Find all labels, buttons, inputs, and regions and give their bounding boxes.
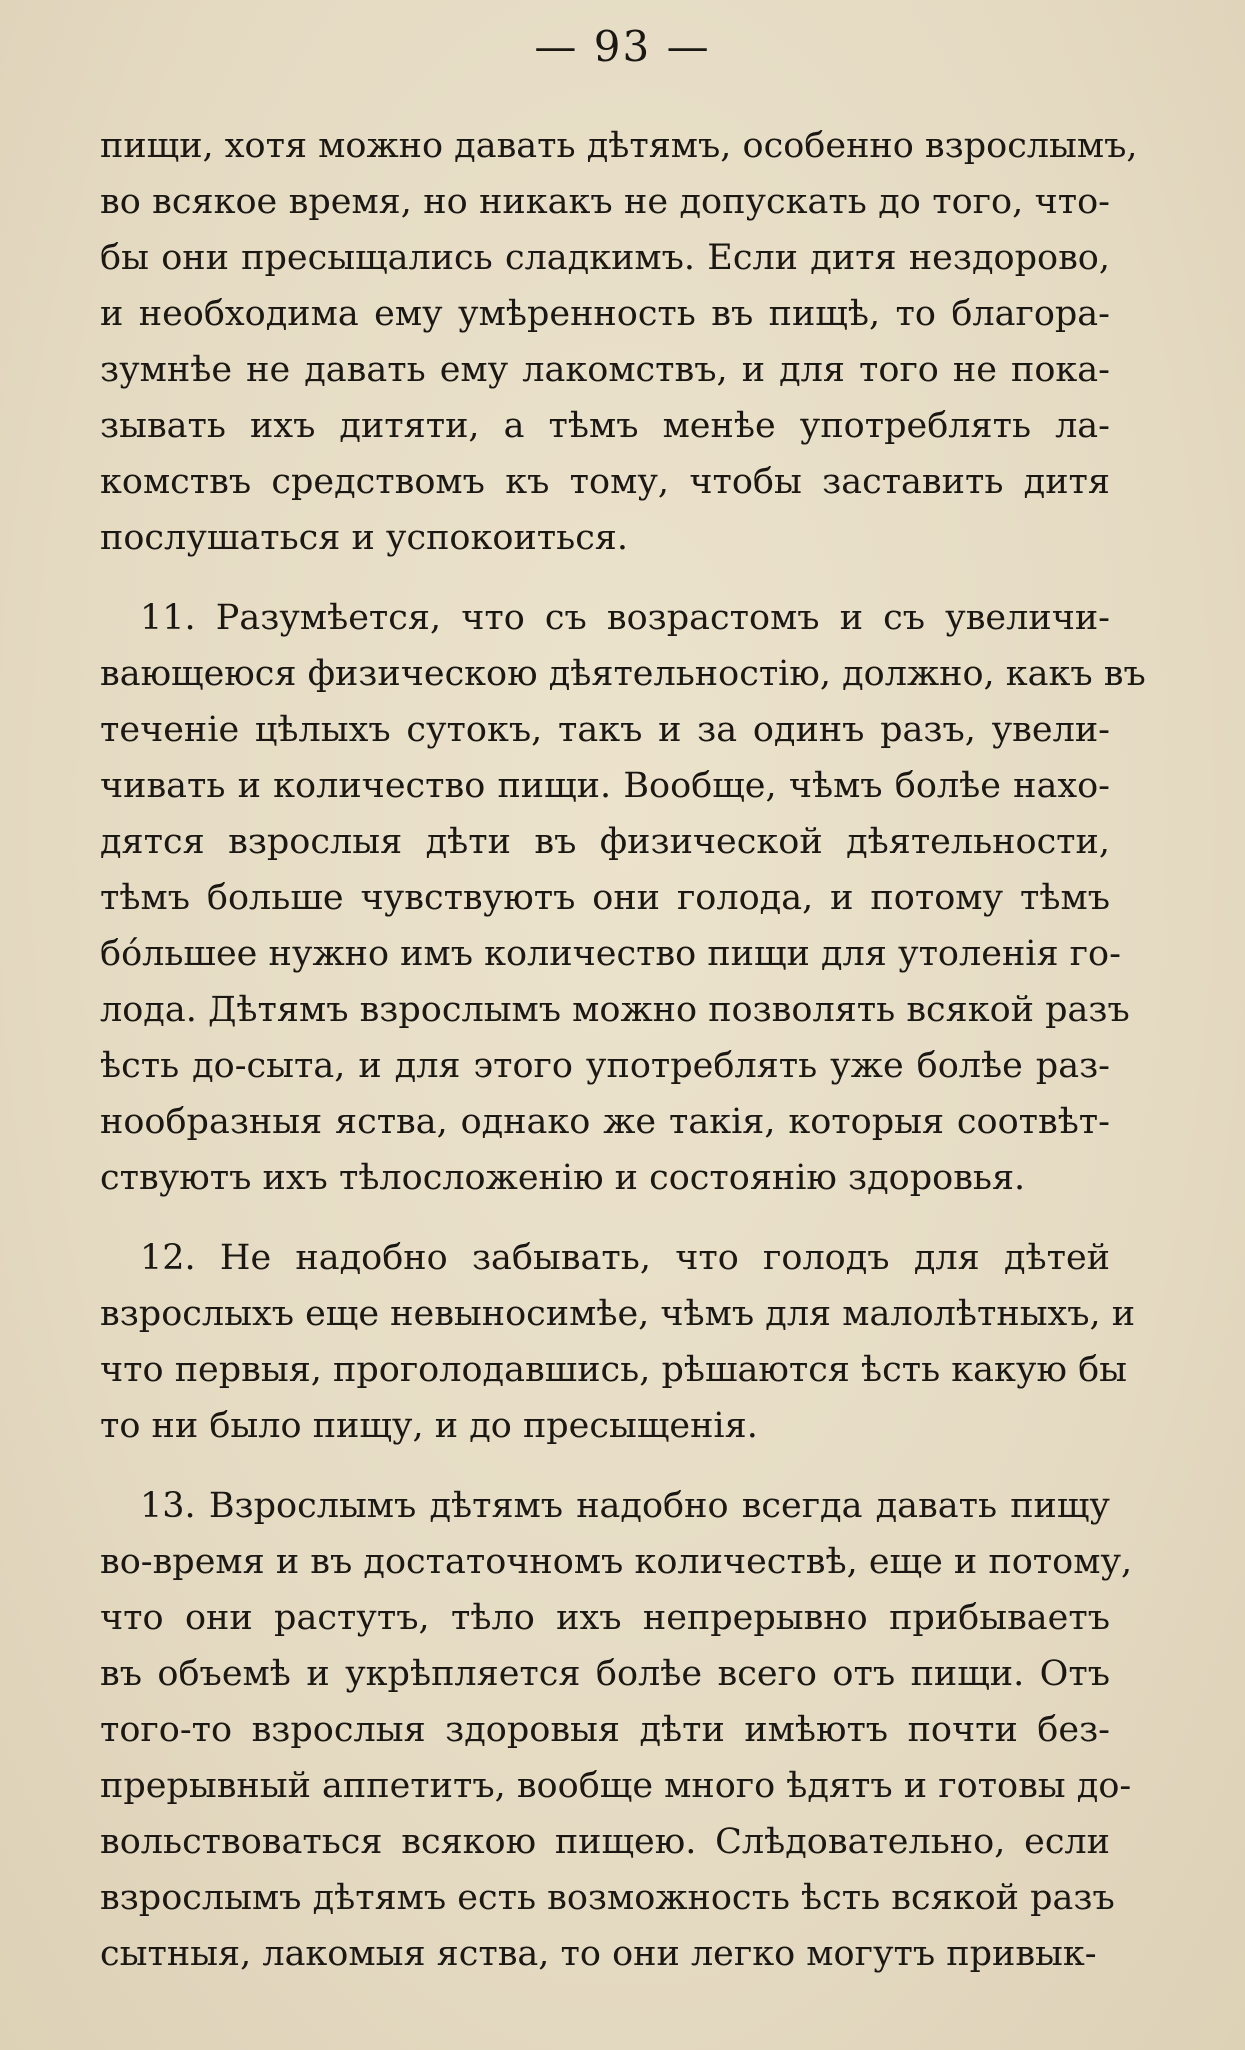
- paragraph-gap: [100, 1454, 1110, 1478]
- text-line: тѣмъ больше чувствуютъ они голода, и потому тѣмъ: [100, 878, 1110, 918]
- text-line: дятся взрослыя дѣти въ физической дѣятельности,: [100, 822, 1110, 862]
- paragraph: [100, 118, 1138, 566]
- paragraph-gap: [100, 566, 1110, 590]
- text-line: во всякое время, но никакъ не допускать до того, что-: [100, 182, 1110, 222]
- text-line: комствъ средствомъ къ тому, чтобы заставить дитя: [100, 462, 1110, 502]
- text-line: вающеюся физическою дѣятельностію, должно, какъ въ: [100, 654, 1146, 694]
- text-line: 12. Не надобно забывать, что голодъ для дѣтей: [140, 1238, 1110, 1278]
- text-line: того-то взрослыя здоровыя дѣти имѣютъ почти без-: [100, 1710, 1110, 1750]
- page-number: — 93 —: [534, 22, 711, 71]
- text-line: бóльшее нужно имъ количество пищи для утоленія го-: [100, 934, 1121, 974]
- text-line: прерывный аппетитъ, вообще много ѣдятъ и готовы до-: [100, 1766, 1132, 1806]
- text-line: что они растутъ, тѣло ихъ непрерывно прибываетъ: [100, 1598, 1110, 1638]
- text-line: ствуютъ ихъ тѣлосложенію и состоянію здоровья.: [100, 1158, 1026, 1198]
- text-line: во-время и въ достаточномъ количествѣ, еще и потому,: [100, 1542, 1133, 1582]
- text-line: бы они пресыщались сладкимъ. Если дитя нездорово,: [100, 238, 1110, 278]
- text-line: теченіе цѣлыхъ сутокъ, такъ и за одинъ разъ, увели-: [100, 710, 1110, 750]
- text-line: зывать ихъ дитяти, а тѣмъ менѣе употреблять ла-: [100, 406, 1110, 446]
- text-line: пищи, хотя можно давать дѣтямъ, особенно взрослымъ,: [100, 126, 1138, 166]
- text-line: послушаться и успокоиться.: [100, 518, 629, 558]
- text-line: и необходима ему умѣренность въ пищѣ, то благора-: [100, 294, 1110, 334]
- text-line: нообразныя яства, однако же такія, которыя соотвѣт-: [100, 1102, 1110, 1142]
- text-line: лода. Дѣтямъ взрослымъ можно позволять всякой разъ: [100, 990, 1130, 1030]
- page-text: [100, 118, 1146, 1982]
- text-line: въ объемѣ и укрѣпляется болѣе всего отъ пищи. Отъ: [100, 1654, 1110, 1694]
- text-line: то ни было пищу, и до пресыщенія.: [100, 1406, 758, 1446]
- text-line: вольствоваться всякою пищею. Слѣдовательно, если: [100, 1822, 1110, 1862]
- paragraph: [100, 590, 1146, 1206]
- text-line: взрослыхъ еще невыносимѣе, чѣмъ для малолѣтныхъ, и: [100, 1294, 1136, 1334]
- paragraph-gap: [100, 1206, 1110, 1230]
- text-line: чивать и количество пищи. Вообще, чѣмъ болѣе нахо-: [100, 766, 1110, 806]
- text-line: что первыя, проголодавшись, рѣшаются ѣсть какую бы: [100, 1350, 1127, 1390]
- text-line: 11. Разумѣется, что съ возрастомъ и съ увеличи-: [140, 598, 1110, 638]
- text-line: ѣсть до-сыта, и для этого употреблять уже болѣе раз-: [100, 1046, 1110, 1086]
- text-line: 13. Взрослымъ дѣтямъ надобно всегда давать пищу: [140, 1486, 1110, 1526]
- text-line: взрослымъ дѣтямъ есть возможность ѣсть всякой разъ: [100, 1878, 1115, 1918]
- text-line: сытныя, лакомыя яства, то они легко могутъ привык-: [100, 1934, 1097, 1974]
- paragraph: [100, 1478, 1133, 1982]
- text-line: зумнѣе не давать ему лакомствъ, и для того не пока-: [100, 350, 1110, 390]
- paragraph: [100, 1230, 1136, 1454]
